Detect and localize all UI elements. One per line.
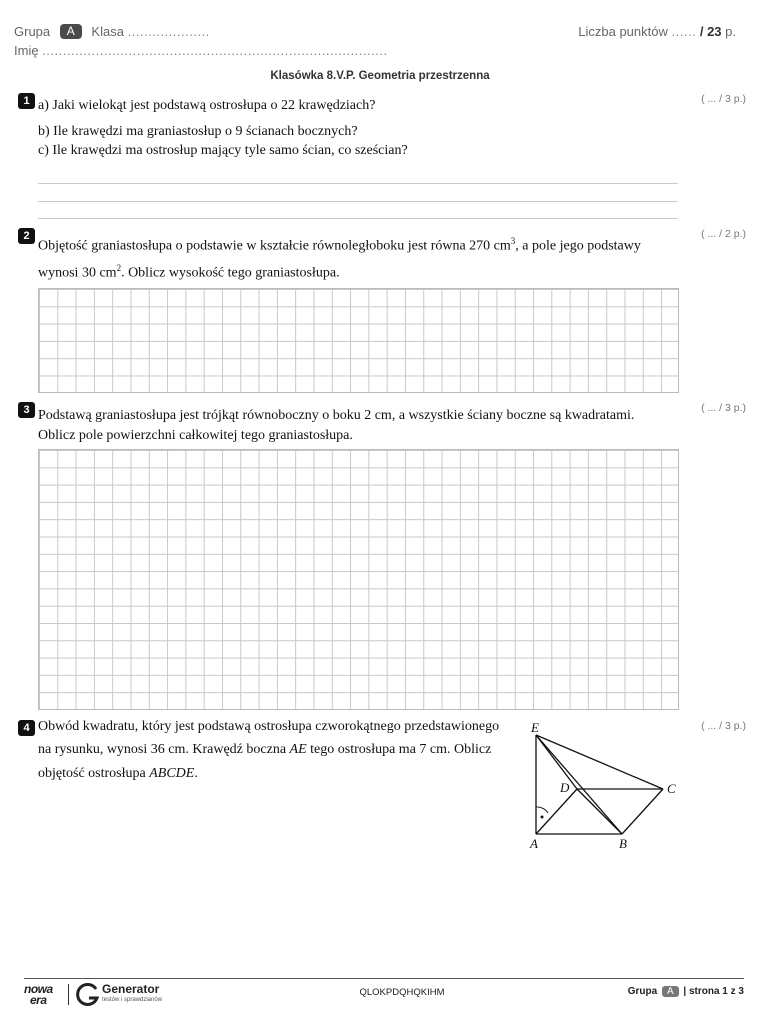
group-badge: A	[60, 24, 82, 39]
task-2-line-1	[38, 231, 641, 257]
task-3-line-1: Podstawą graniastosłupa jest trójkąt równoboczny o boku 2 cm, a wszystkie ściany boczne są kwadratami.	[38, 408, 635, 423]
task-4-line-2	[38, 740, 491, 760]
task-1-line-c: c) Ile krawędzi ma ostrosłup mający tyle samo ścian, co sześcian?	[38, 143, 408, 158]
task-1-line-a: a) Jaki wielokąt jest podstawą ostrosłupa o 22 krawędziach?	[38, 98, 376, 113]
answer-line	[38, 183, 678, 184]
points-total: 23	[707, 24, 722, 39]
task-points: ( ... / 3 p.)	[701, 93, 746, 105]
task-4-text: objętość ostrosłupa	[38, 766, 150, 781]
answer-grid[interactable]	[38, 449, 679, 710]
points-label: Liczba punktów	[578, 24, 668, 39]
footer-divider	[24, 978, 744, 979]
document-code: QLOKPDQHQKIHM	[359, 987, 445, 998]
answer-line	[38, 201, 678, 202]
answer-grid[interactable]	[38, 288, 679, 393]
task-points: ( ... / 3 p.)	[701, 720, 746, 732]
points-sep: /	[699, 24, 704, 39]
vertex-e-label: E	[531, 720, 539, 735]
edge-label: AE	[289, 742, 307, 757]
points-unit: p.	[725, 24, 736, 39]
generator-subtitle: testów i sprawdzianów	[102, 997, 163, 1003]
task-2-sup-c: 2	[116, 263, 122, 273]
group-label: Grupa	[14, 24, 51, 39]
class-label: Klasa	[91, 24, 124, 39]
vertex-d-label: D	[560, 780, 570, 795]
task-number: 4	[18, 720, 35, 736]
task-2-line-2	[38, 258, 340, 284]
logo-nowa: nowa	[24, 982, 53, 996]
page-number: | strona 1 z 3	[683, 986, 744, 997]
task-number: 2	[18, 228, 35, 244]
name-label: Imię	[14, 43, 39, 58]
name-field	[14, 43, 388, 58]
answer-line	[38, 218, 678, 219]
footer-group-badge: A	[662, 986, 679, 997]
footer-group-label: Grupa	[627, 986, 658, 997]
task-4-text: tego ostrosłupa ma 7 cm. Oblicz	[306, 742, 492, 757]
vertex-a-label: A	[530, 836, 538, 851]
task-1-line-b: b) Ile krawędzi ma graniastosłup o 9 ścianach bocznych?	[38, 124, 358, 139]
task-4-line-3	[38, 764, 198, 784]
name-dots: ....................................................................................	[42, 43, 388, 58]
vertex-c-label: C	[667, 781, 676, 796]
task-4-text: na rysunku, wynosi 36 cm. Krawędź boczna	[38, 742, 290, 757]
task-2-text-d: . Oblicz wysokość tego graniastosłupa.	[121, 265, 340, 281]
group-field	[14, 24, 210, 39]
generator-title: Generator	[102, 982, 160, 996]
pyramid-figure	[520, 718, 680, 858]
task-number: 1	[18, 93, 35, 109]
task-points: ( ... / 3 p.)	[701, 402, 746, 414]
task-4-line-1: Obwód kwadratu, który jest podstawą ostrosłupa czworokątnego przedstawionego	[38, 719, 500, 734]
logo-era: era	[30, 993, 47, 1007]
task-2-text-b: , a pole jego podstawy	[515, 238, 641, 254]
task-4-text: .	[194, 766, 198, 781]
footer-page-info	[628, 986, 744, 997]
task-2-sup-a: 3	[510, 236, 516, 246]
task-2-text-a: Objętość graniastosłupa o podstawie w kształcie równoległoboku jest równa 270 cm	[38, 238, 511, 254]
points-field	[578, 24, 736, 39]
points-dots: ......	[671, 24, 697, 39]
task-3-line-2: Oblicz pole powierzchni całkowitej tego graniastosłupa.	[38, 428, 353, 443]
vertex-b-label: B	[619, 836, 627, 851]
page-title: Klasówka 8.V.P. Geometria przestrzenna	[270, 70, 490, 82]
task-points: ( ... / 2 p.)	[701, 228, 746, 240]
task-number: 3	[18, 402, 35, 418]
task-2-text-c: wynosi 30 cm	[38, 265, 117, 281]
class-dots: ....................	[127, 24, 210, 39]
solid-label: ABCDE	[149, 766, 195, 781]
